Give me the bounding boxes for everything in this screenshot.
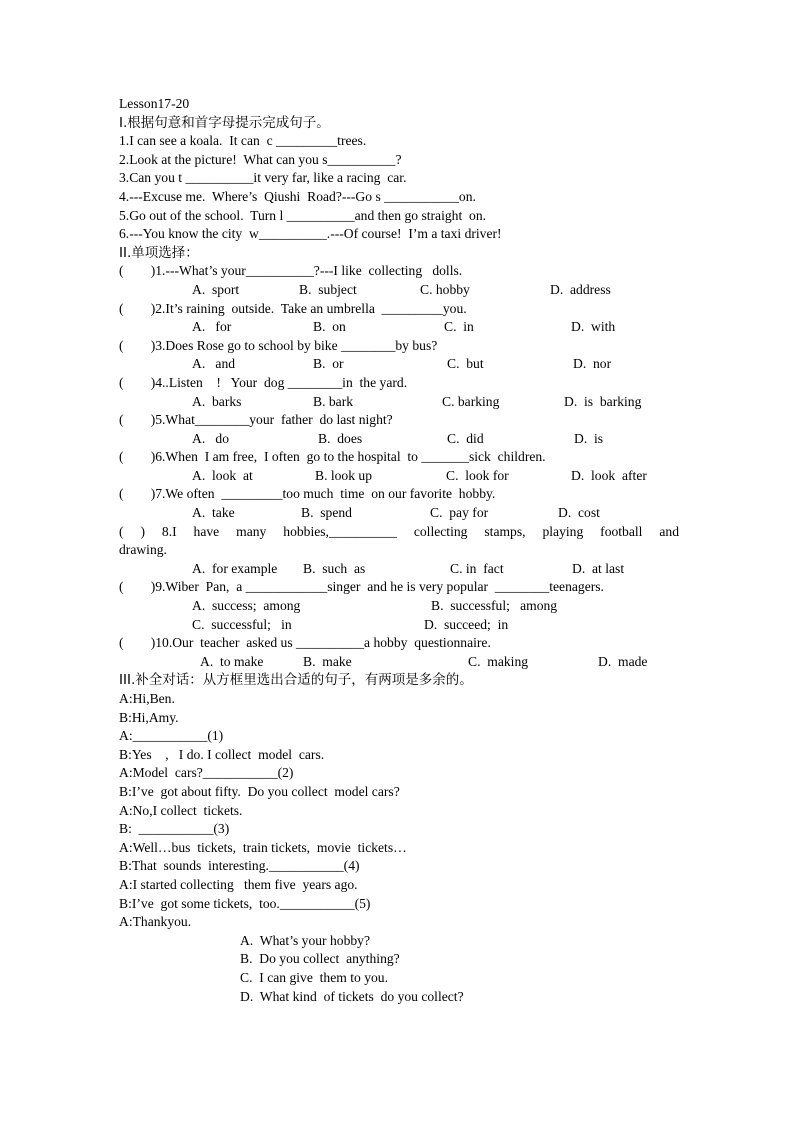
mc-question: ( )2.It’s raining outside. Take an umbrella _________you.: [119, 300, 467, 316]
mc-option: C. look for: [446, 467, 509, 483]
mc-options: [119, 281, 679, 300]
mc-option: D. look after: [571, 467, 647, 483]
mc-option: C. successful; in: [192, 616, 292, 632]
mc-question: ( )3.Does Rose go to school by bike ________by bus?: [119, 337, 438, 353]
dialogue-line: B:Yes , I do. I collect model cars.: [119, 746, 325, 762]
dialogue-line: A:No,I collect tickets.: [119, 802, 243, 818]
mc-option: B. spend: [301, 505, 352, 521]
mc-option: B. make: [303, 653, 352, 669]
dialogue-line: B:I’ve got some tickets, too.___________(5): [119, 895, 371, 911]
mc-option: C. barking: [442, 393, 500, 409]
mc-question: ( )5.What________your father do last night?: [119, 412, 393, 428]
mc-question: ( )4..Listen ! Your dog ________in the yard.: [119, 374, 408, 390]
mc-option: D. succeed; in: [424, 616, 509, 632]
mc-option: D. with: [571, 319, 616, 335]
dialogue-line: B:That sounds interesting.___________(4): [119, 858, 360, 874]
mc-options: [119, 597, 679, 616]
mc-option: C. in fact: [450, 560, 504, 576]
mc-option: B. such as: [303, 560, 366, 576]
fill-blank-item: 3.Can you t __________it very far, like a racing car.: [119, 170, 407, 186]
mc-option: B. or: [313, 356, 344, 372]
dialogue-line: B: ___________(3): [119, 821, 230, 837]
mc-option: D. at last: [572, 560, 625, 576]
section2-heading: II.单项选择：: [119, 244, 199, 261]
mc-options: [119, 430, 679, 449]
mc-option: A. take: [192, 505, 235, 521]
mc-option: D. nor: [573, 356, 612, 372]
dialogue-line: A:Well…bus tickets, train tickets, movie tickets…: [119, 839, 407, 855]
choice-option: A. What’s your hobby?: [240, 932, 371, 948]
fill-blank-item: 6.---You know the city w__________.---Of course! I’m a taxi driver!: [119, 226, 502, 242]
mc-options: [119, 653, 679, 672]
dialogue-line: B:Hi,Amy.: [119, 709, 179, 725]
mc-option: A. and: [192, 356, 236, 372]
mc-question: ( )10.Our teacher asked us __________a hobby questionnaire.: [119, 635, 491, 651]
mc-question: [119, 523, 679, 542]
mc-option: C. did: [447, 430, 484, 446]
mc-option: D. address: [550, 281, 611, 297]
mc-option: A. for: [192, 319, 232, 335]
mc-option: A. look at: [192, 467, 253, 483]
mc-option: C. hobby: [420, 281, 470, 297]
mc-options: [119, 355, 679, 374]
mc-option: C. pay for: [430, 505, 489, 521]
mc-option: D. made: [598, 653, 648, 669]
mc-option: B. does: [318, 430, 363, 446]
mc-question: ( )6.When I am free, I often go to the hospital to _______sick children.: [119, 449, 546, 465]
mc-question-continued: drawing.: [119, 542, 167, 558]
mc-option: A. sport: [192, 281, 240, 297]
mc-option: D. is: [574, 430, 604, 446]
dialogue-line: B:I’ve got about fifty. Do you collect model cars?: [119, 783, 400, 799]
mc-question: ( )1.---What’s your__________?---I like collecting dolls.: [119, 263, 463, 279]
fill-blank-item: 4.---Excuse me. Where’s Qiushi Road?---Go s ___________on.: [119, 188, 476, 204]
mc-option: D. cost: [558, 505, 600, 521]
fill-blank-item: 5.Go out of the school. Turn l __________and then go straight on.: [119, 207, 487, 223]
mc-options: [119, 467, 679, 486]
mc-option: C. but: [447, 356, 484, 372]
mc-option: A. for example: [192, 560, 278, 576]
choice-option: B. Do you collect anything?: [240, 951, 400, 967]
worksheet-content: [119, 95, 679, 1006]
choice-option: D. What kind of tickets do you collect?: [240, 988, 464, 1004]
lesson-title: Lesson17-20: [119, 96, 190, 111]
dialogue-line: A:I started collecting them five years ago.: [119, 876, 358, 892]
section3-heading: III.补全对话：从方框里选出合适的句子，有两项是多余的。: [119, 672, 473, 689]
mc-option: A. to make: [200, 653, 264, 669]
dialogue-line: A:Thankyou.: [119, 914, 192, 930]
section1-heading: I.根据句意和首字母提示完成句子。: [119, 114, 330, 131]
mc-option: B. on: [313, 319, 346, 335]
mc-options: [119, 504, 679, 523]
mc-option: B. successful; among: [431, 598, 558, 614]
choice-option: C. I can give them to you.: [240, 969, 388, 985]
mc-question-text: ( ) 8.I have many hobbies,__________ collecting stamps, playing football and: [119, 523, 679, 539]
dialogue-line: A:Hi,Ben.: [119, 691, 175, 706]
mc-option: A. success; among: [192, 598, 301, 614]
mc-option: D. is barking: [564, 393, 642, 409]
fill-blank-item: 2.Look at the picture! What can you s__________?: [119, 151, 402, 167]
mc-question: ( )7.We often _________too much time on our favorite hobby.: [119, 486, 496, 502]
mc-option: B. subject: [299, 281, 357, 297]
mc-options: [119, 393, 679, 412]
mc-option: A. barks: [192, 393, 242, 409]
mc-options: [119, 616, 679, 635]
mc-option: A. do: [192, 430, 230, 446]
mc-options: [119, 560, 679, 579]
fill-blank-item: 1.I can see a koala. It can c _________trees.: [119, 133, 367, 149]
mc-option: B. bark: [313, 393, 354, 409]
dialogue-line: A:Model cars?___________(2): [119, 765, 294, 781]
mc-option: C. in: [444, 319, 474, 335]
mc-options: [119, 318, 679, 337]
mc-option: B. look up: [315, 467, 373, 483]
mc-question: ( )9.Wiber Pan, a ____________singer and he is very popular ________teenagers.: [119, 579, 604, 595]
dialogue-line: A:___________(1): [119, 728, 224, 744]
mc-option: C. making: [468, 653, 529, 669]
